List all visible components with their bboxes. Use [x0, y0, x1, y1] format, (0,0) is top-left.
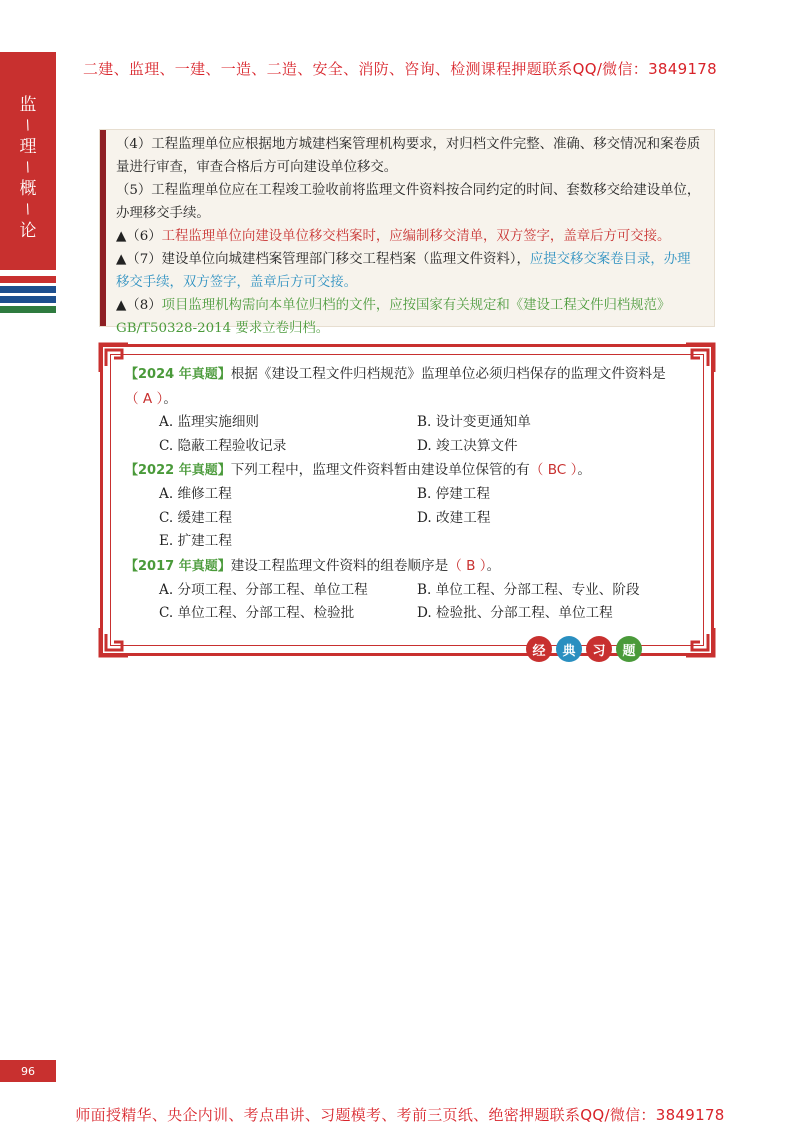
option-item: C. 缓建工程	[159, 509, 232, 526]
option-item: D. 检验批、分部工程、单位工程	[417, 605, 613, 621]
classic-exercise-badges	[526, 636, 642, 662]
option-item: A. 维修工程	[159, 486, 232, 502]
side-tab-separator: /	[23, 117, 33, 134]
note-item-7	[116, 248, 702, 294]
note-6-text: 工程监理单位向建设单位移交档案时，应编制移交清单，双方签字，盖章后方可交接。	[161, 229, 671, 244]
question-stem: 建设工程监理文件资料的组卷顺序是	[230, 557, 449, 574]
question-2022	[125, 458, 695, 483]
question-2017	[125, 554, 695, 579]
frame-corner-ornament	[683, 625, 717, 659]
notes-box	[100, 130, 714, 336]
option-item: C. 隐蔽工程验收记录	[159, 437, 287, 454]
option-item: A. 监理实施细则	[159, 414, 260, 430]
side-tab-char: 监	[19, 95, 37, 115]
option-item: E. 扩建工程	[159, 533, 232, 549]
question-year-tag: 【2022 年真题】	[125, 463, 231, 478]
badge-char: 题	[616, 636, 642, 662]
question-answer-suffix: 。	[577, 462, 591, 478]
badge-char: 习	[586, 636, 612, 662]
exercise-list	[125, 362, 695, 626]
option-list	[159, 411, 695, 458]
note-7-text: 应提交移交案卷目录，办理移交手续，双方签字，盖章后方可交接。	[116, 252, 691, 290]
chapter-side-tab	[0, 52, 56, 270]
note-8-text: 项目监理机构需向本单位归档的文件，应按国家有关规定和《建设工程文件归档规范》GB/T50328-2014 要求立卷归档。	[116, 298, 671, 336]
option-item: B. 停建工程	[417, 486, 491, 502]
option-item: B. 设计变更通知单	[417, 414, 531, 430]
option-item: D. 竣工决算文件	[417, 437, 518, 454]
badge-char: 典	[556, 636, 582, 662]
question-answer: （ BC ）	[529, 462, 578, 478]
question-answer: （ B ）	[448, 557, 487, 574]
note-item-5: （5）工程监理单位应在工程竣工验收前将监理文件资料按合同约定的时间、套数移交给建设单位，办理移交手续。	[116, 183, 701, 221]
question-year-tag: 【2017 年真题】	[125, 558, 231, 574]
header-banner: 二建、监理、一建、一造、二造、安全、消防、咨询、检测课程押题联系QQ/微信：3849178	[83, 60, 717, 78]
note-item-6	[116, 225, 702, 248]
note-7-prefix: ▲（7）建设单位向城建档案管理部门移交工程档案（监理文件资料），	[116, 252, 530, 267]
frame-corner-ornament	[97, 625, 131, 659]
note-item-4: （4）工程监理单位应根据地方城建档案管理机构要求，对归档文件完整、准确、移交情况和案卷质量进行审查，审查合格后方可向建设单位移交。	[116, 137, 701, 175]
note-8-prefix: ▲（8）	[116, 298, 162, 313]
option-item: A. 分项工程、分部工程、单位工程	[159, 581, 368, 598]
question-answer-suffix: 。	[486, 557, 501, 574]
option-item: B. 单位工程、分部工程、专业、阶段	[417, 581, 640, 598]
question-2024	[125, 362, 695, 411]
badge-char: 经	[526, 636, 552, 662]
question-answer: （ A ）	[125, 391, 164, 407]
option-list	[159, 483, 695, 554]
side-tab-char: 理	[19, 137, 37, 157]
page-number: 96	[0, 1060, 56, 1082]
note-item-8	[116, 294, 702, 340]
side-tab-char: 概	[19, 179, 37, 199]
side-tab-separator: /	[23, 159, 33, 176]
option-list	[159, 579, 695, 626]
option-item: D. 改建工程	[417, 509, 491, 526]
note-6-prefix: ▲（6）	[116, 229, 162, 244]
question-stem: 根据《建设工程文件归档规范》监理单位必须归档保存的监理文件资料是	[230, 366, 666, 382]
footer-banner: 师面授精华、央企内训、考点串讲、习题模考、考前三页纸、绝密押题联系QQ/微信：3849178	[75, 1106, 725, 1124]
option-item: C. 单位工程、分部工程、检验批	[159, 605, 355, 621]
side-tab-char: 论	[19, 221, 37, 241]
question-stem: 下列工程中，监理文件资料暂由建设单位保管的有	[230, 462, 530, 478]
side-tab-separator: /	[23, 201, 33, 218]
question-answer-suffix: 。	[163, 391, 177, 407]
question-year-tag: 【2024 年真题】	[125, 367, 231, 382]
side-stripes-decoration	[0, 276, 56, 316]
